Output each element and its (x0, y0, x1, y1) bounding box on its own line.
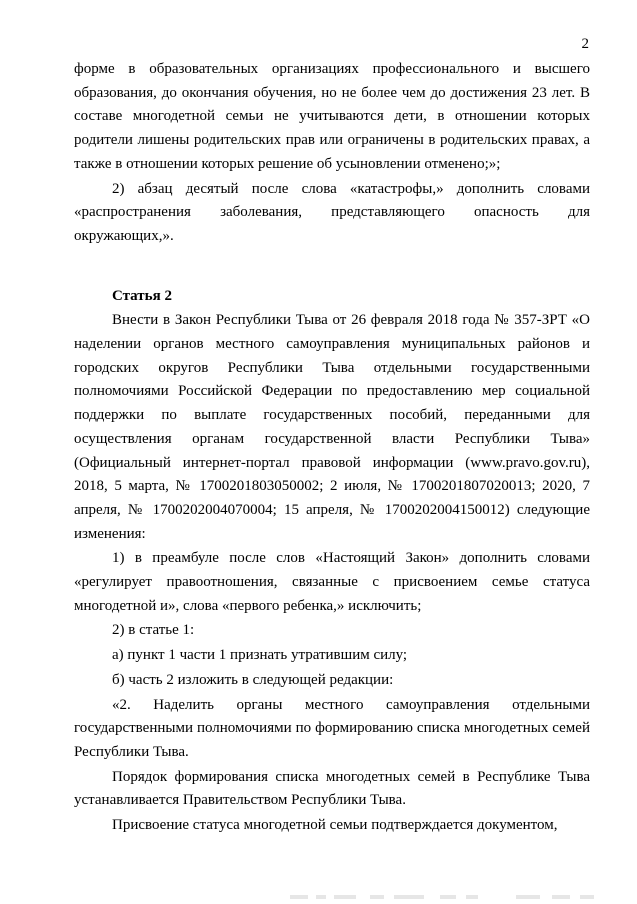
page-number: 2 (581, 36, 589, 52)
paragraph-article-intro: Внести в Закон Республики Тыва от 26 февраля 2018 года № 357-ЗРТ «О наделении органов местного самоуправления муниципальных районов и городских округов Республики Тыва отдельными государственными полномочиями Российской Федерации по предоставлению мер социальной поддержки по выплате государственных пособий, переданными для осуществления органам государственной власти Республики Тыва» (Официальный интернет-портал правовой информации (www.pravo.gov.ru), 2018, 5 марта, № 1700201803050002; 2 июля, № 1700201807020013; 2020, 7 апреля, № 1700202004070004; 15 апреля, № 1700202004150012) следующие изменения: (74, 312, 590, 542)
paragraph-preamble-change: 1) в преамбуле после слов «Настоящий Закон» дополнить словами «регулирует правоотношения, связанные с присвоением семье статуса многодетной и», слова «первого ребенка,» исключить; (74, 550, 590, 614)
paragraph-subitem-b: б) часть 2 изложить в следующей редакции: (112, 671, 394, 688)
paragraph-list-procedure: Порядок формирования списка многодетных семей в Республике Тыва устанавливается Правительством Республики Тыва. (74, 768, 590, 809)
paragraph-status-assignment: Присвоение статуса многодетной семьи подтверждается документом, (112, 817, 558, 834)
article-heading: Статья 2 (112, 287, 172, 304)
paragraph-quote-2: «2. Наделить органы местного самоуправления отдельными государственными полномочиями по формированию списка многодетных семей Республики Тыва. (74, 696, 590, 760)
scan-artifact-marks (290, 893, 610, 901)
paragraph-subitem-a: а) пункт 1 части 1 признать утратившим силу; (112, 647, 408, 664)
paragraph-continuation: форме в образовательных организациях профессионального и высшего образования, до окончания обучения, но не более чем до достижения 23 лет. В составе многодетной семьи не учитываются дети, в отношении которых родители лишены родительских прав или ограничены в родительских правах, а также в отношении которых решение об усыновлении отменено;»; (74, 61, 590, 172)
paragraph-article-1: 2) в статье 1: (112, 622, 195, 639)
document-body (74, 58, 590, 838)
paragraph-item-2: 2) абзац десятый после слова «катастрофы,» дополнить словами «распространения заболевания, представляющего опасность для окружающих,». (74, 180, 590, 244)
